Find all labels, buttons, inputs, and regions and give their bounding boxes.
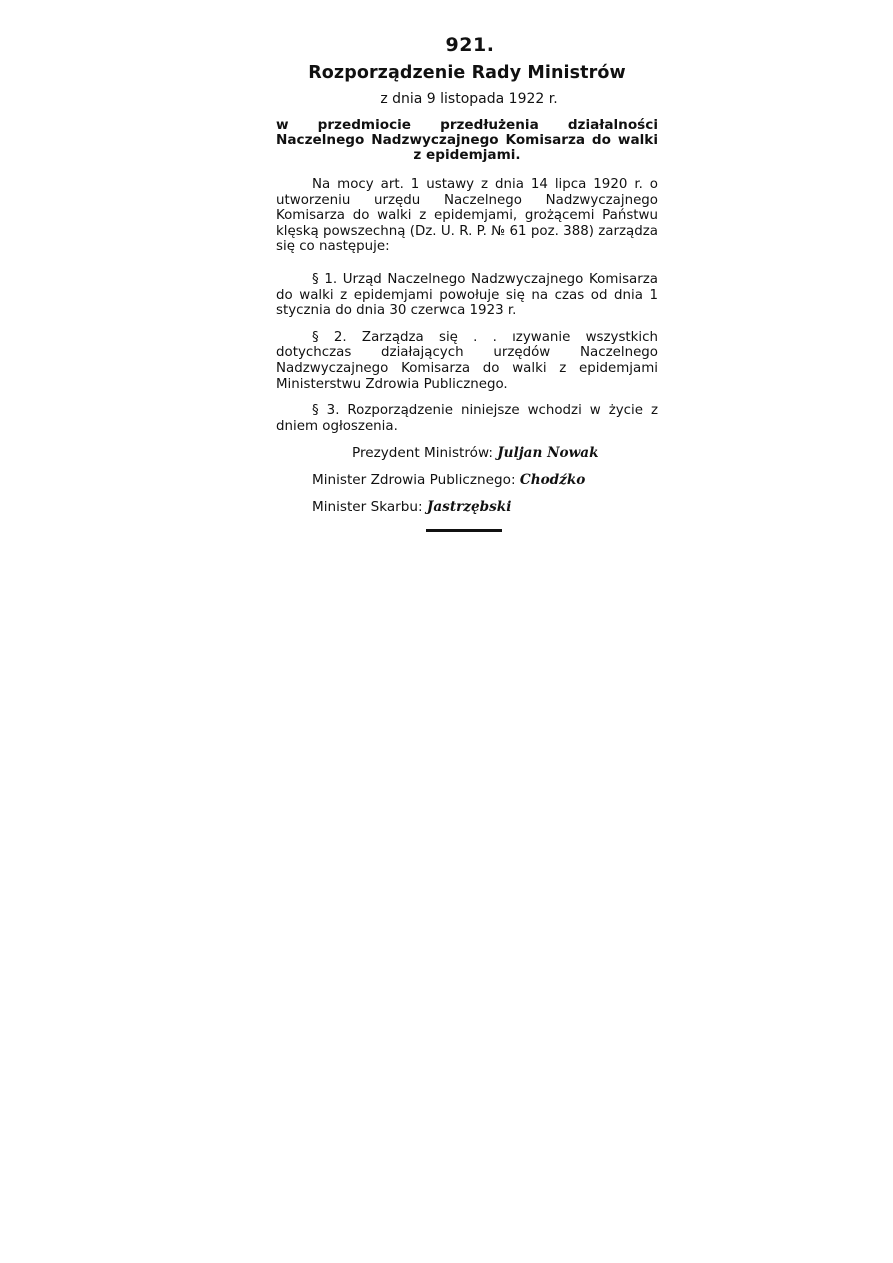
- document-title: Rozporządzenie Rady Ministrów: [308, 63, 626, 83]
- signature-role: Prezydent Ministrów:: [352, 445, 493, 462]
- signature-name: Chodźko: [519, 472, 586, 489]
- document-number: 921.: [445, 34, 495, 56]
- section-1: § 1. Urząd Naczelnego Nadzwyczajnego Komisarza do walki z epidemjami powołuje się na czas od dnia 1 stycznia do dnia 30 czerwca 1923 r.: [276, 271, 658, 319]
- closing-rule: [426, 529, 502, 532]
- document: [276, 34, 658, 532]
- section-3: § 3. Rozporządzenie niniejsze wchodzi w życie z dniem ogłoszenia.: [276, 403, 658, 434]
- signature-treasury-minister: [276, 499, 658, 515]
- signature-prime-minister: [276, 445, 658, 461]
- signature-role: Minister Skarbu:: [312, 499, 423, 516]
- signature-health-minister: [276, 472, 658, 488]
- section-2: § 2. Zarządza się . . ızywanie wszystkich dotychczas działających urzędów Naczelnego Nadzwyczajnego Komisarza do walki z epidemjami Ministerstwu Zdrowia Publicznego.: [276, 329, 658, 392]
- signature-name: Jastrzębski: [426, 499, 512, 516]
- document-subject: w przedmiocie przedłużenia działalności Naczelnego Nadzwyczajnego Komisarza do walki z epidemjami.: [276, 117, 658, 163]
- signature-name: Juljan Nowak: [497, 445, 599, 462]
- signature-role: Minister Zdrowia Publicznego:: [312, 472, 516, 489]
- document-date: z dnia 9 listopada 1922 r.: [380, 91, 558, 107]
- intro-paragraph: Na mocy art. 1 ustawy z dnia 14 lipca 1920 r. o utworzeniu urzędu Naczelnego Nadzwyczajnego Komisarza do walki z epidemjami, grożącemi Państwu klęską powszechną (Dz. U. R. P. № 61 poz. 388) zarządza się co następuje:: [276, 177, 658, 255]
